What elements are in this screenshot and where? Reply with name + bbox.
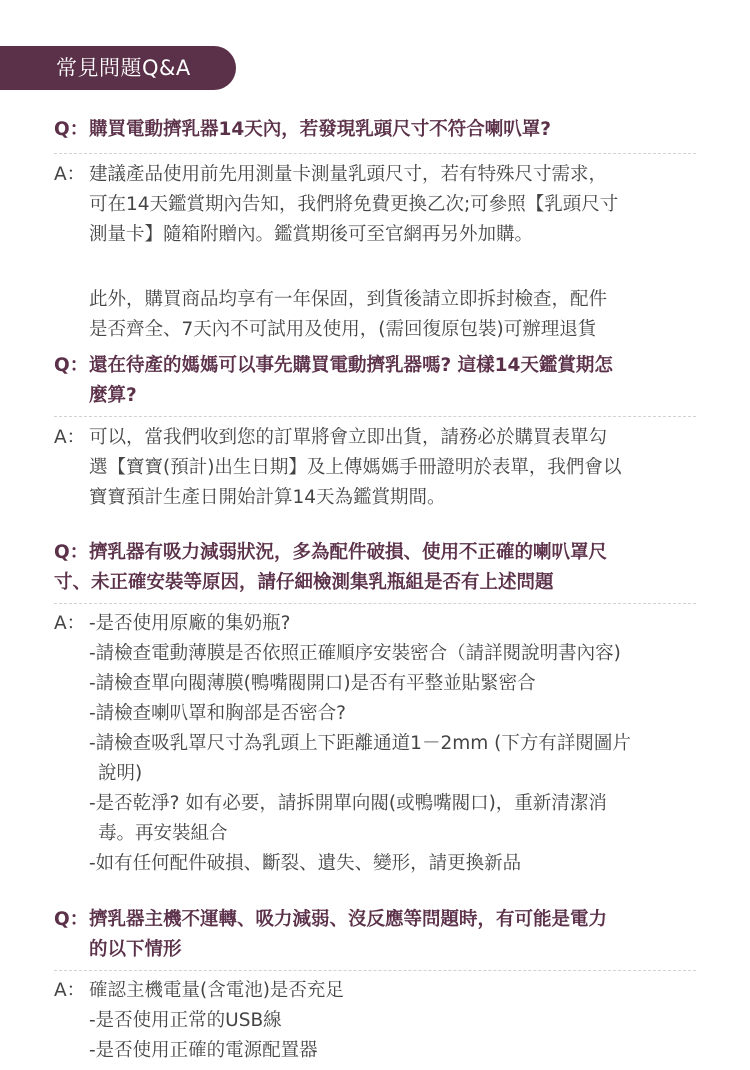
faq-header-title: 常見問題Q&A <box>56 56 191 80</box>
question-3 <box>54 538 710 598</box>
answer-1 <box>54 160 710 345</box>
answer-3-line-2: -請檢查電動薄膜是否依照正確順序安裝密合（請詳閱說明書內容) <box>89 643 621 664</box>
answer-3-line-8: 毒。再安裝組合 <box>98 823 228 844</box>
answer-4 <box>54 976 710 1066</box>
answer-1-line-3: 測量卡】隨箱附贈內。鑑賞期後可至官網再另外加購。 <box>89 224 534 245</box>
answer-2-line-1: 可以，當我們收到您的訂單將會立即出貨，請務必於購買表單勾 <box>89 427 608 448</box>
answer-prefix: A： <box>54 613 86 634</box>
answer-3-line-1: -是否使用原廠的集奶瓶? <box>89 613 291 634</box>
answer-2 <box>54 423 710 513</box>
answer-3-line-9: -如有任何配件破損、斷裂、遺失、變形，請更換新品 <box>89 853 522 874</box>
question-prefix: Q： <box>54 909 89 930</box>
answer-3-line-5: -請檢查吸乳罩尺寸為乳頭上下距離通道1－2mm (下方有詳閱圖片 <box>89 733 631 754</box>
question-1-line-1: 購買電動擠乳器14天內，若發現乳頭尺寸不符合喇叭罩? <box>89 119 551 140</box>
question-prefix: Q： <box>54 355 89 376</box>
answer-prefix: A： <box>54 427 86 448</box>
question-2-line-2: 麼算? <box>89 385 137 406</box>
question-3-line-2: 寸、未正確安裝等原因，請仔細檢測集乳瓶組是否有上述問題 <box>54 572 554 593</box>
answer-4-line-3: -是否使用正確的電源配置器 <box>89 1040 318 1061</box>
question-1 <box>54 115 710 145</box>
question-3-line-1: 擠乳器有吸力減弱狀況，多為配件破損、使用不正確的喇叭罩尺 <box>89 542 608 563</box>
answer-3-line-7: -是否乾淨? 如有必要，請拆開單向閥(或鴨嘴閥口)，重新清潔消 <box>89 793 607 814</box>
question-4-line-1: 擠乳器主機不運轉、吸力減弱、沒反應等問題時，有可能是電力 <box>89 909 608 930</box>
question-4-line-2: 的以下情形 <box>89 939 182 960</box>
answer-3-line-3: -請檢查單向閥薄膜(鴨嘴閥開口)是否有平整並貼緊密合 <box>89 673 536 694</box>
answer-3 <box>54 609 710 879</box>
question-prefix: Q： <box>54 119 89 140</box>
faq-header-banner <box>0 46 236 90</box>
answer-3-line-6: 說明) <box>98 763 143 784</box>
question-4 <box>54 905 710 965</box>
answer-prefix: A： <box>54 980 86 1001</box>
divider <box>54 416 696 417</box>
question-2 <box>54 351 710 411</box>
answer-4-line-1: 確認主機電量(含電池)是否充足 <box>89 980 344 1001</box>
answer-3-line-4: -請檢查喇叭罩和胸部是否密合? <box>89 703 346 724</box>
answer-prefix: A： <box>54 164 86 185</box>
answer-2-line-3: 寶寶預計生產日開始計算14天為鑑賞期間。 <box>89 487 446 508</box>
answer-1-line-1: 建議產品使用前先用測量卡測量乳頭尺寸，若有特殊尺寸需求， <box>89 164 608 185</box>
answer-1-line-2: 可在14天鑑賞期內告知，我們將免費更換乙次;可參照【乳頭尺寸 <box>89 194 619 215</box>
answer-4-line-2: -是否使用正常的USB線 <box>89 1010 282 1031</box>
divider <box>54 970 696 971</box>
answer-1-line-4: 此外，購買商品均享有一年保固，到貨後請立即拆封檢查，配件 <box>89 289 608 310</box>
question-prefix: Q： <box>54 542 89 563</box>
answer-1-line-5: 是否齊全、7天內不可試用及使用，(需回復原包裝)可辦理退貨 <box>89 319 597 340</box>
divider <box>54 603 696 604</box>
divider <box>54 153 696 154</box>
answer-2-line-2: 選【寶寶(預計)出生日期】及上傳媽媽手冊證明於表單，我們會以 <box>89 457 622 478</box>
question-2-line-1: 還在待產的媽媽可以事先購買電動擠乳器嗎? 這樣14天鑑賞期怎 <box>89 355 613 376</box>
